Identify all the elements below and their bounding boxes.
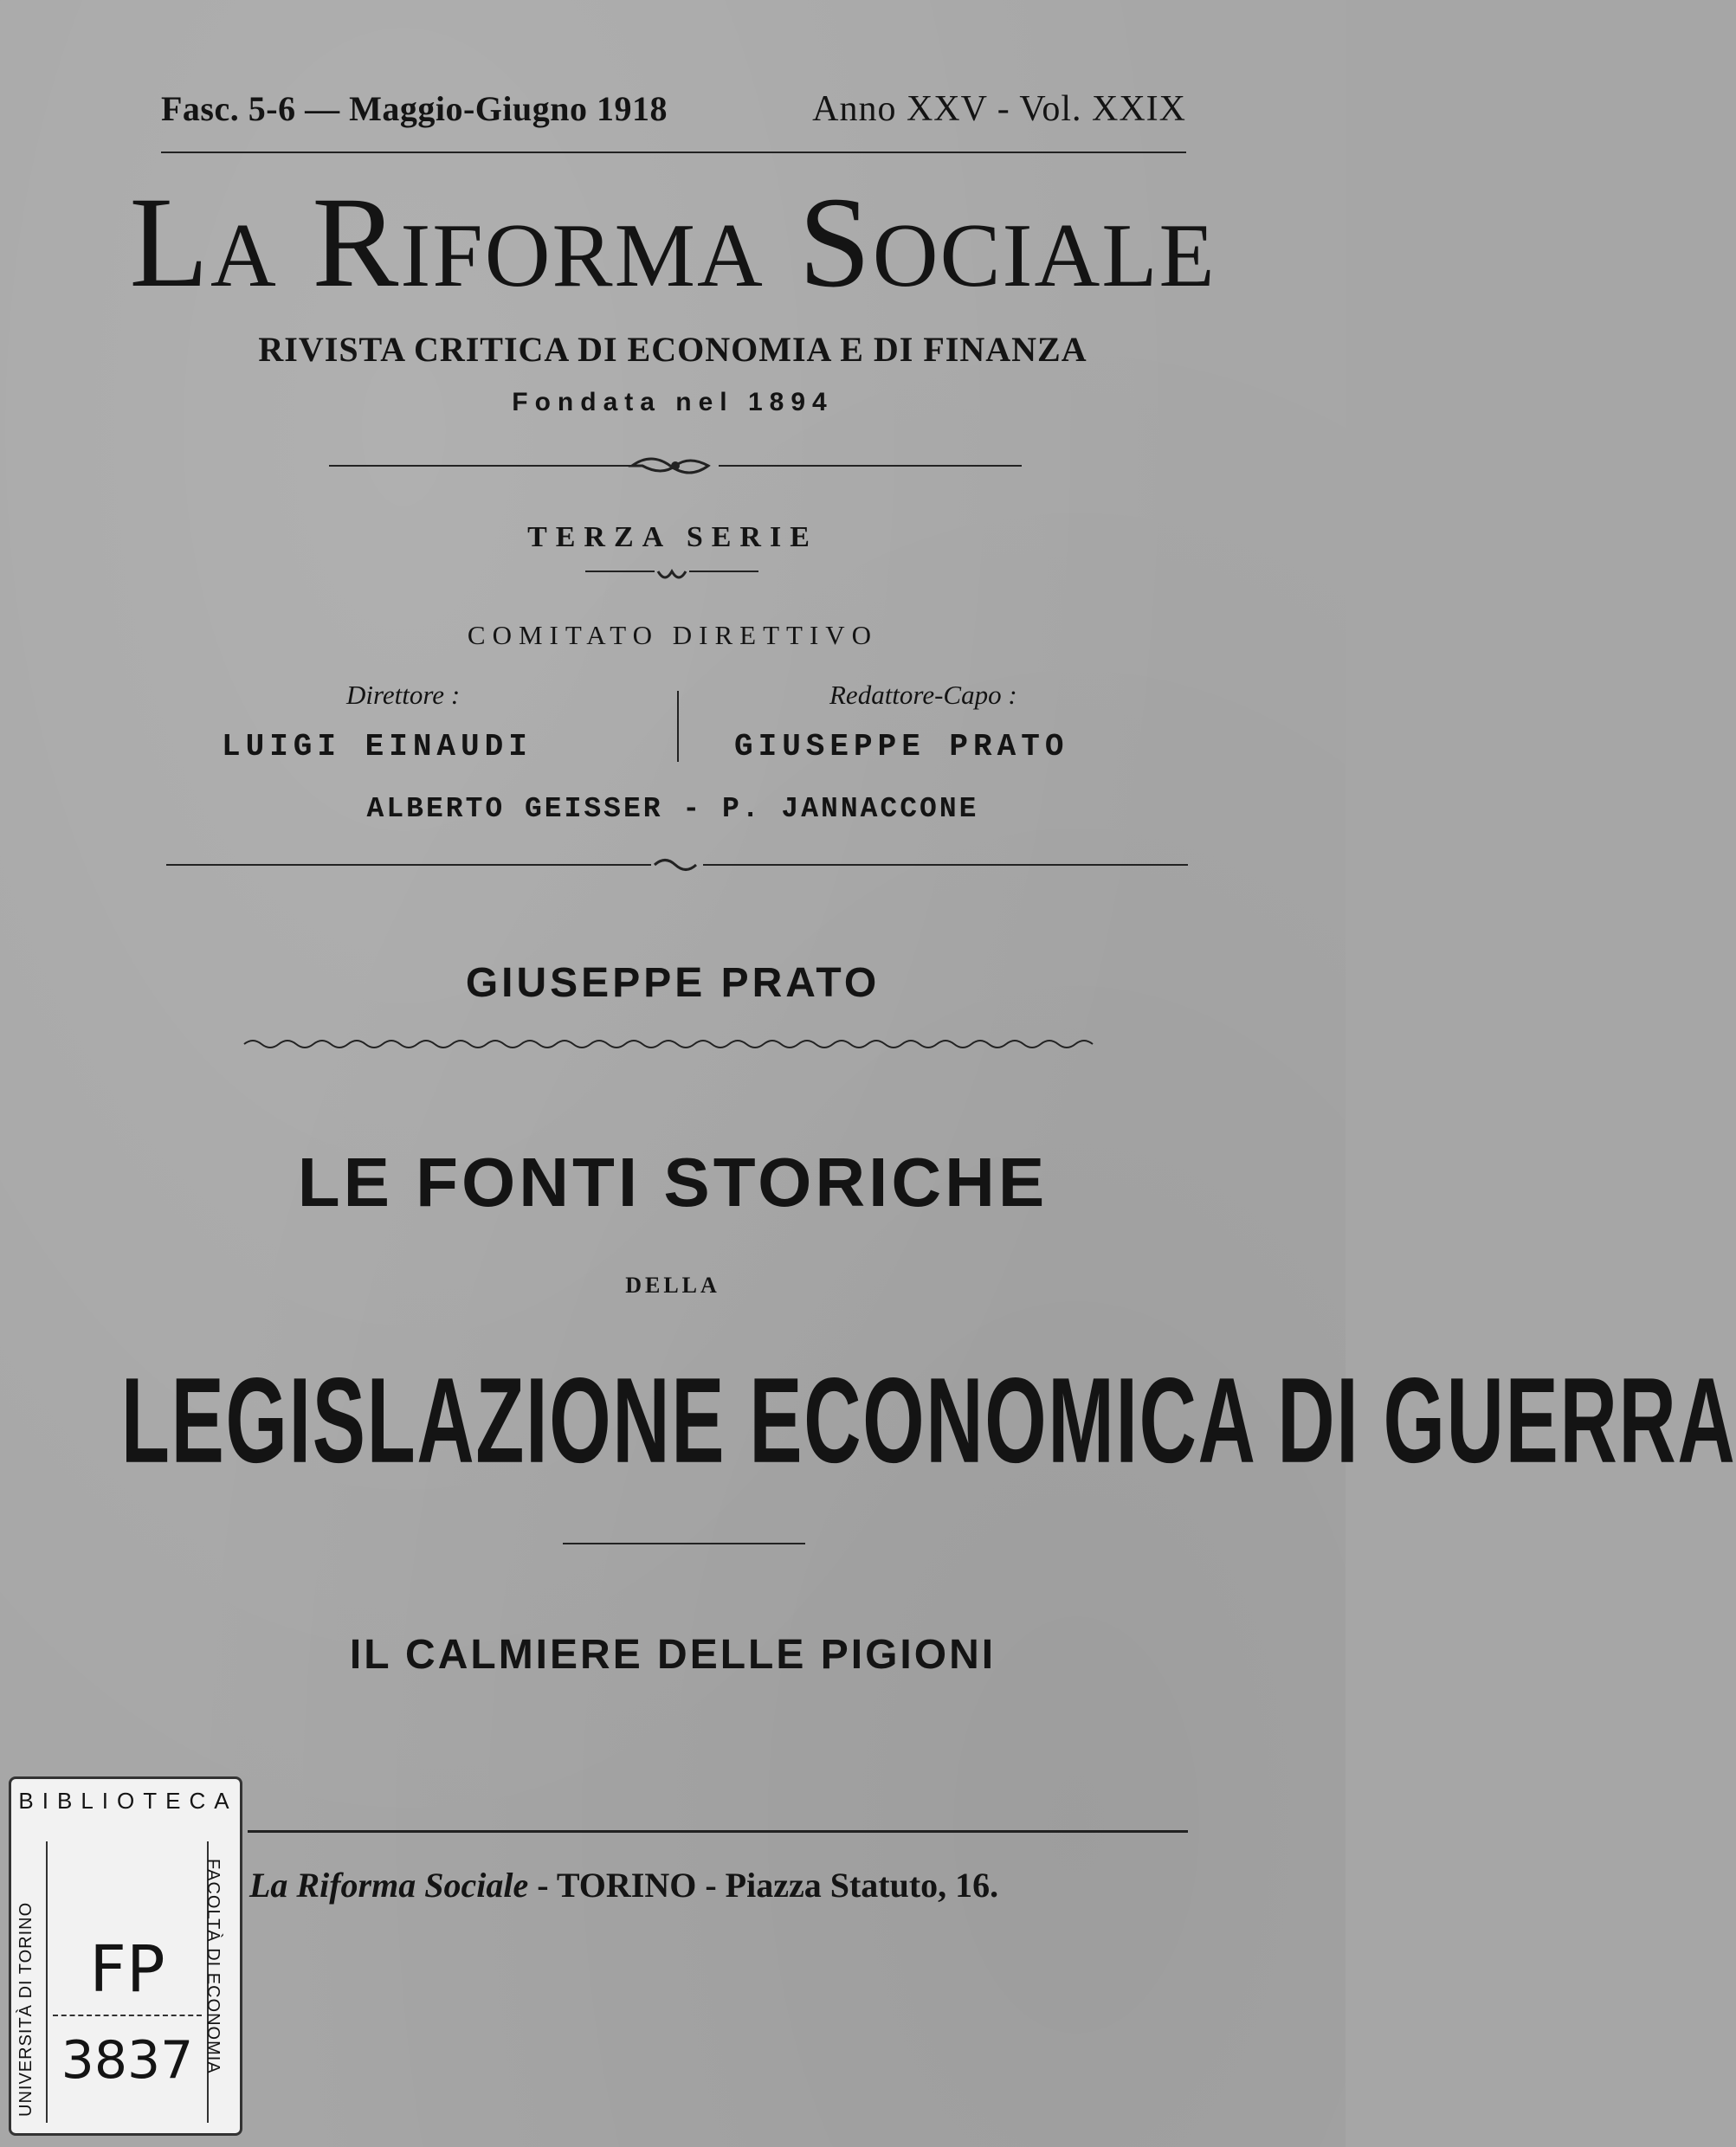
- editor-name: GIUSEPPE PRATO: [734, 729, 1069, 764]
- ornament-divider-2: [166, 852, 1188, 878]
- bottom-rule: [248, 1830, 1188, 1833]
- series-label: TERZA SERIE: [527, 521, 818, 553]
- journal-title: La Riforma Sociale: [129, 171, 1216, 314]
- small-ornament: [585, 563, 758, 589]
- top-rule: [161, 152, 1186, 153]
- stamp-university-label: UNIVERSITÀ DI TORINO: [16, 1901, 35, 2117]
- editor-role: Redattore-Capo :: [829, 680, 1017, 710]
- committee-divider: [677, 691, 679, 762]
- issue-info: Fasc. 5-6 — Maggio-Giugno 1918: [161, 89, 668, 128]
- publisher-location: - TORINO - Piazza Statuto, 16.: [537, 1866, 999, 1905]
- article-title-line2: LEGISLAZIONE ECONOMICA DI GUERRA: [120, 1352, 1736, 1488]
- title-connector: DELLA: [625, 1273, 720, 1298]
- title-underline: [563, 1543, 805, 1544]
- ornament-divider: [329, 448, 1022, 483]
- stamp-faculty-label: FACOLTÀ DI ECONOMIA: [203, 1859, 223, 2074]
- library-stamp: [9, 1776, 242, 2136]
- publisher-name: La Riforma Sociale: [249, 1866, 529, 1905]
- stamp-divider: [53, 2015, 202, 2016]
- founded-line: Fondata nel 1894: [512, 388, 834, 416]
- stamp-shelf-code: FP: [89, 1932, 165, 2007]
- committee-members: ALBERTO GEISSER - P. JANNACCONE: [366, 793, 979, 825]
- publisher-line: [249, 1865, 998, 1905]
- wavy-rule: [244, 1035, 1101, 1053]
- article-title-line1: LE FONTI STORICHE: [297, 1144, 1049, 1221]
- journal-subtitle: RIVISTA CRITICA DI ECONOMIA E DI FINANZA: [258, 330, 1087, 369]
- stamp-library-label: BIBLIOTECA: [18, 1788, 238, 1814]
- committee-heading: COMITATO DIRETTIVO: [467, 620, 879, 650]
- director-role: Direttore :: [346, 680, 461, 710]
- article-section: IL CALMIERE DELLE PIGIONI: [349, 1632, 997, 1678]
- director-name: LUIGI EINAUDI: [222, 729, 532, 764]
- stamp-shelf-number: 3837: [61, 2030, 194, 2091]
- volume-info: Anno XXV - Vol. XXIX: [812, 89, 1186, 129]
- article-author: GIUSEPPE PRATO: [465, 960, 881, 1006]
